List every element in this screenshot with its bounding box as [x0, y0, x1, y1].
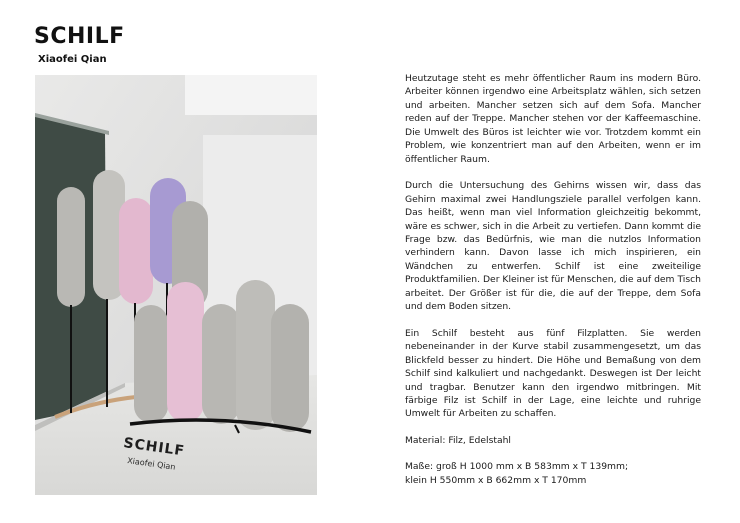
- dimensions-small: klein H 550mm x B 662mm x T 170mm: [405, 474, 587, 486]
- dimensions-large: Maße: groß H 1000 mm x B 583mm x T 139mm;: [405, 461, 629, 473]
- product-photo: [35, 75, 317, 495]
- tall-panel-grey-left: [57, 187, 85, 307]
- small-panel-grey-4: [271, 304, 309, 432]
- page-title: SCHILF: [34, 24, 125, 49]
- paragraph-research: Durch die Untersuchung des Gehirns wissen wir, dass das Gehirn maximal zwei Handlungsziele parallel verfolgen kann. Das heißt, wenn man viel Information gleichzeitig bekommt, wäre es schwer, sich in die Arbeit zu vertiefen. Dann kommt die Frage bzw. das Bedürfnis, wie man die nutzlos Information verhindern kann. Davon lasse ich mich inspirieren, ein Wändchen zu entwerfen. Schilf ist eine zweiteilige Produktfamilien. Der Kleiner ist für Menschen, die auf dem Tisch arbeitet. Der Größer ist für die, die auf der Treppe, dem Sofa und dem Boden sitzen.: [405, 180, 701, 313]
- small-panel-grey-2: [202, 304, 240, 424]
- small-panel-grey-1: [134, 305, 168, 423]
- paragraph-construction: Ein Schilf besteht aus fünf Filzplatten. Sie werden nebeneinander in der Kurve stabil zusammengesetzt, um das Blickfeld besser zu hindert. Die Höhe und Bemaßung von dem Schilf sind kalkuliert und nachgedankt. Deswegen ist Der leicht und tragbar. Benutzer kann den irgendwo mitbringen. Mit färbige Filz ist Schilf in der Lage, eine leichte und ruhrige Umwelt für Arbeiten zu schaffen.: [405, 327, 701, 420]
- author-name: Xiaofei Qian: [38, 54, 107, 65]
- table-label-title: SCHILF: [122, 435, 186, 460]
- paragraph-intro: Heutzutage steht es mehr öffentlicher Raum ins modern Büro. Arbeiter können irgendwo eine Arbeitsplatz wählen, sich setzen und arbeiten. Mancher setzen sich auf dem Sofa. Mancher reden auf der Treppe. Mancher stehen vor der Kaffeemaschine. Die Umwelt des Büros ist leichter wie vor. Trotzdem kommt ein Problem, wie konzentriert man auf den Arbeiten, wenn er im öffentlicher Raum.: [405, 73, 701, 165]
- material-line: Material: Filz, Edelstahl: [405, 434, 511, 446]
- ceiling-light: [185, 75, 317, 115]
- small-panel-grey-3: [236, 280, 275, 430]
- tall-panel-pink: [119, 198, 153, 304]
- description-column: [405, 72, 701, 500]
- table-label-author: Xiaofei Qian: [126, 456, 177, 472]
- small-panel-pink: [167, 282, 204, 422]
